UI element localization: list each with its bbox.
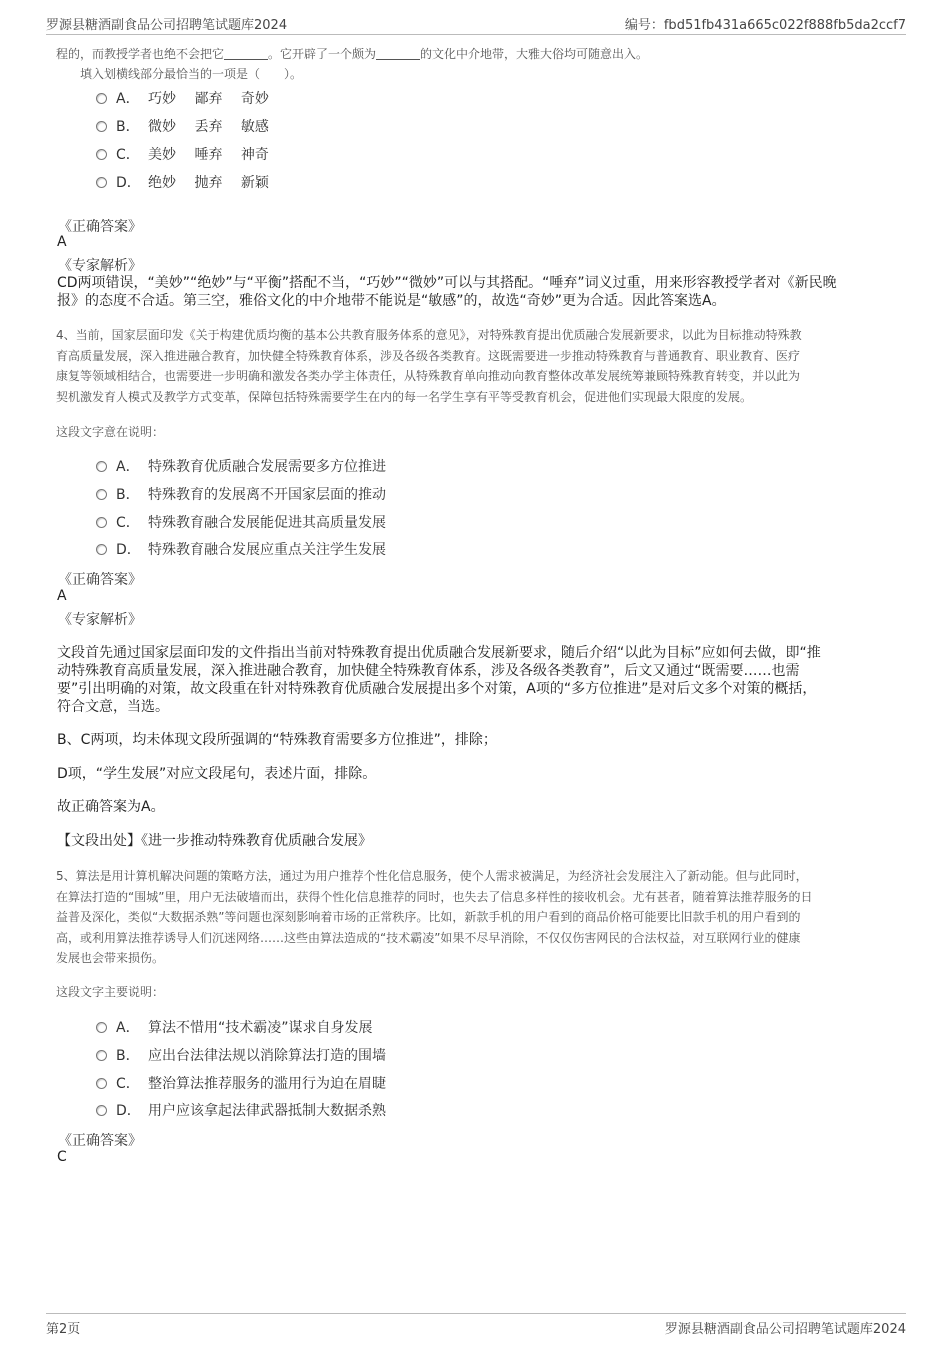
option-text: 巧妙 鄙弃 奇妙 [148,91,269,107]
radio-icon[interactable] [96,93,107,104]
header-doc-id: 编号：fbd51fb431a665c022f888fb5da2ccf7 [624,18,906,33]
passage-line: 育高质量发展，深入推进融合教育，加快健全特殊教育体系，涉及各级各类教育。这既需要进一步推动特殊教育与普通教育、职业教育、医疗 [56,348,801,363]
q3-text-b: 。它开辟了一个颇为 [268,47,377,61]
q5-passage [56,866,896,969]
radio-icon[interactable] [96,177,107,188]
option-text: 整治算法推荐服务的滥用行为迫在眉睫 [148,1076,386,1092]
option-letter: B． [116,487,140,503]
q3-option-d[interactable] [96,172,269,192]
q3-answer: A [57,234,67,250]
q4-option-d[interactable] [96,539,386,559]
blank-2 [376,47,420,60]
q3-text-a: 程的，而教授学者也绝不会把它 [56,47,225,61]
radio-icon[interactable] [96,1105,107,1116]
option-text: 绝妙 抛弃 新颖 [148,175,269,191]
option-letter: A． [116,459,140,475]
q5-option-a[interactable] [96,1017,373,1037]
option-letter: C． [116,1076,140,1092]
q3-option-c[interactable] [96,144,269,164]
q5-prompt: 这段文字主要说明： [56,985,165,999]
analysis-line: 报》的态度不合适。第三空，雅俗文化的中介地带不能说是“敏感”的，故选“奇妙”更为合适。因此答案选A。 [57,293,726,309]
passage-line: 4、当前，国家层面印发《关于构建优质均衡的基本公共教育服务体系的意见》，对特殊教育提出优质融合发展新要求，以此为目标推动特殊教 [56,328,802,342]
option-letter: D． [116,542,141,558]
radio-icon[interactable] [96,1078,107,1089]
passage-line: 在算法打造的“围城”里，用户无法破墙而出，获得个性化信息推荐的同时，也失去了信息多样性的接收机会。尤有甚者，随着算法推荐服务的日 [56,889,813,904]
option-letter: A． [116,1020,140,1036]
option-letter: B． [116,1048,140,1064]
q3-option-b[interactable] [96,116,269,136]
blank-1 [224,47,268,60]
analysis-line: CD两项错误，“美妙”“绝妙”与“平衡”搭配不当，“巧妙”“微妙”可以与其搭配。“唾弃”词义过重，用来形容教授学者对《新民晚 [57,275,837,291]
footer-title: 罗源县糖酒副食品公司招聘笔试题库2024 [664,1322,906,1337]
option-letter: D． [116,1103,141,1119]
option-letter: B． [116,119,140,135]
radio-icon[interactable] [96,121,107,132]
q4-analysis-p3: D项，“学生发展”对应文段尾句，表述片面，排除。 [57,766,377,782]
radio-icon[interactable] [96,149,107,160]
radio-icon[interactable] [96,1050,107,1061]
option-letter: A． [116,91,140,107]
option-text: 美妙 唾弃 神奇 [148,147,269,163]
q3-text-c: 的文化中介地带，大雅大俗均可随意出入。 [420,47,649,61]
q4-option-b[interactable] [96,484,386,504]
analysis-line: 要”引出明确的对策，故文段重在针对特殊教育优质融合发展提出多个对策，A项的“多方位推进”是对后文多个对策的概括， [57,681,817,697]
passage-line: 5、算法是用计算机解决问题的策略方法，通过为用户推荐个性化信息服务，使个人需求被满足，为经济社会发展注入了新动能。但与此同时， [56,869,808,883]
q4-analysis-p4: 故正确答案为A。 [57,799,165,815]
q4-source: 【文段出处】《进一步推动特殊教育优质融合发展》 [57,833,372,849]
q4-analysis-p2: B、C两项，均未体现文段所强调的“特殊教育需要多方位推进”，排除； [57,732,497,748]
q4-option-c[interactable] [96,512,386,532]
option-letter: D． [116,175,141,191]
passage-line: 益普及深化，类似“大数据杀熟”等问题也深刻影响着市场的正常秩序。比如，新款手机的用户看到的商品价格可能要比旧款手机的用户看到的 [56,910,801,924]
option-text: 用户应该拿起法律武器抵制大数据杀熟 [148,1103,386,1119]
passage-line: 康复等领域相结合，也需要进一步明确和激发各类办学主体责任，从特殊教育单向推动向教育整体改革发展统筹兼顾特殊教育转变，并以此为 [56,369,801,383]
radio-icon[interactable] [96,517,107,528]
q3-prompt: 填入划横线部分最恰当的一项是（ ）。 [80,67,303,81]
page-header [46,14,906,35]
radio-icon[interactable] [96,1022,107,1033]
q5-answer: C [57,1149,67,1165]
analysis-line: 符合文意，当选。 [57,699,169,715]
q4-option-a[interactable] [96,456,386,476]
page-footer [46,1313,906,1336]
q4-analysis-label: 《专家解析》 [58,612,142,628]
q3-passage-line [56,44,648,65]
q3-analysis-label: 《专家解析》 [58,258,142,274]
radio-icon[interactable] [96,489,107,500]
analysis-line: 文段首先通过国家层面印发的文件指出当前对特殊教育提出优质融合发展新要求，随后介绍“以此为目标”应如何去做，即“推 [57,645,821,661]
q4-passage [56,325,896,407]
option-letter: C． [116,515,140,531]
option-text: 特殊教育融合发展应重点关注学生发展 [148,542,386,558]
option-letter: C． [116,147,140,163]
q4-analysis-p1 [57,644,892,716]
q5-answer-label: 《正确答案》 [58,1133,142,1149]
passage-line: 高，或利用算法推荐诱导人们沉迷网络……这些由算法造成的“技术霸凌”如果不尽早消除，不仅仅伤害网民的合法权益，对互联网行业的健康 [56,930,801,945]
q5-option-b[interactable] [96,1045,386,1065]
option-text: 应出台法律法规以消除算法打造的围墙 [148,1048,386,1064]
header-title: 罗源县糖酒副食品公司招聘笔试题库2024 [46,18,288,33]
q4-prompt: 这段文字意在说明： [56,425,165,439]
option-text: 特殊教育优质融合发展需要多方位推进 [148,459,386,475]
q3-analysis [57,274,892,310]
analysis-line: 动特殊教育高质量发展，深入推进融合教育，加快健全特殊教育体系，涉及各级各类教育”，后文又通过“既需要……也需 [57,663,800,679]
radio-icon[interactable] [96,544,107,555]
option-text: 算法不惜用“技术霸凌”谋求自身发展 [148,1020,373,1036]
q3-answer-label: 《正确答案》 [58,219,142,235]
q5-option-d[interactable] [96,1100,386,1120]
q4-answer: A [57,588,67,604]
q3-option-a[interactable] [96,88,269,108]
passage-line: 发展也会带来损伤。 [56,951,165,965]
radio-icon[interactable] [96,461,107,472]
page-number: 第2页 [46,1322,81,1337]
q4-answer-label: 《正确答案》 [58,572,142,588]
q5-option-c[interactable] [96,1073,386,1093]
option-text: 特殊教育的发展离不开国家层面的推动 [148,487,386,503]
passage-line: 契机激发育人模式及教学方式变革，保障包括特殊需要学生在内的每一名学生享有平等受教育机会，促进他们实现最大限度的发展。 [56,389,753,404]
option-text: 微妙 丢弃 敏感 [148,119,269,135]
option-text: 特殊教育融合发展能促进其高质量发展 [148,515,386,531]
